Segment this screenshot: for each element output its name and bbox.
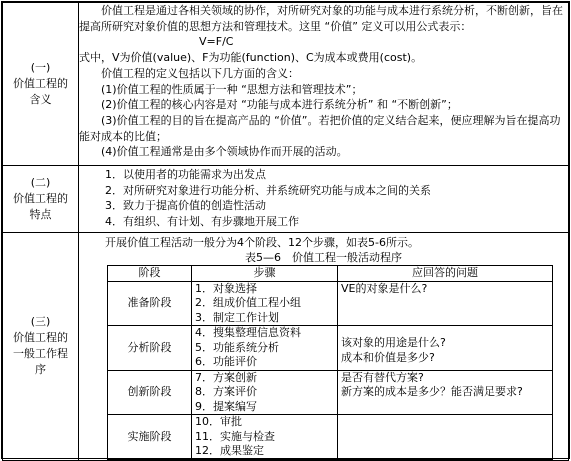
procedure-table-header (108, 266, 553, 282)
step-item: 10．审批 (195, 415, 242, 428)
table-row (108, 370, 553, 415)
questions-cell (338, 281, 553, 326)
meaning-item: (2)价值工程的核心内容是对 “功能与成本进行系统分析” 和 “不断创新”； (101, 98, 458, 112)
value-formula: V=F/C (199, 35, 234, 49)
steps-cell (192, 326, 338, 371)
section-features-label (3, 166, 79, 233)
section-procedure-content (79, 233, 569, 461)
step-item: 7．方案创新 (195, 370, 257, 384)
document-page (1, 1, 570, 459)
steps-cell (192, 415, 338, 460)
questions-cell (338, 370, 553, 415)
step-item: 1．对象选择 (195, 281, 257, 295)
meaning-intro: 价值工程的定义包括以下几方面的含义： (101, 66, 299, 80)
header-stage: 阶段 (108, 266, 192, 282)
questions-cell (338, 415, 553, 460)
section-title-line: 价值工程的 (13, 331, 68, 345)
value-engineering-table (2, 2, 569, 461)
section-meaning-content (79, 3, 569, 166)
feature-item: 2．对所研究对象进行功能分析、并系统研究功能与成本之间的关系 (105, 183, 431, 197)
procedure-intro: 开展价值工程活动一般分为4个阶段、12个步骤，如表5-6所示。 (105, 236, 419, 249)
step-item: 9．提案编写 (195, 399, 257, 413)
stage-cell: 准备阶段 (108, 281, 192, 326)
step-item: 12．成果鉴定 (195, 444, 264, 457)
section-number: (二) (30, 176, 51, 189)
section-title-line: 含义 (29, 93, 52, 106)
table-caption: 表5—6 价值工程一般活动程序 (245, 251, 402, 264)
question-item: 成本和价值是多少? (341, 350, 435, 364)
table-row (108, 326, 553, 371)
steps-cell (192, 281, 338, 326)
question-item: 新方案的成本是多少？能否满足要求? (341, 385, 523, 398)
section-title-line: 特点 (29, 208, 52, 221)
meaning-item: (1)价值工程的性质属于一种 “思想方法和管理技术”； (101, 82, 363, 96)
section-features-row (3, 166, 569, 233)
section-title-line: 价值工程的 (13, 192, 68, 205)
stage-cell: 分析阶段 (108, 326, 192, 371)
step-item: 8．方案评价 (195, 385, 257, 398)
section-title-line: 价值工程的 (13, 77, 68, 90)
stage-cell: 创新阶段 (108, 370, 192, 415)
stage-cell: 实施阶段 (108, 415, 192, 460)
section-meaning-row (3, 3, 569, 166)
step-item: 2．组成价值工程小组 (195, 296, 301, 309)
table-row (108, 415, 553, 460)
table-row (108, 281, 553, 326)
feature-item: 4．有组织、有计划、有步骤地开展工作 (105, 214, 299, 228)
step-item: 3．制定工作计划 (195, 310, 279, 324)
question-item: VE的对象是什么? (341, 281, 428, 295)
question-spacer (341, 326, 549, 336)
section-procedure-label (3, 233, 79, 461)
question-item: 是否有替代方案? (341, 370, 424, 384)
section-number: (一) (30, 61, 51, 74)
section-features-content (79, 166, 569, 233)
section-meaning-label (3, 3, 79, 166)
formula-explanation: 式中，V为价值(value)、F为功能(function)、C为成本或费用(cost)。 (79, 51, 423, 65)
section-title-line: 序 (35, 363, 46, 377)
procedure-table (107, 265, 553, 460)
meaning-item: (3)价值工程的目的旨在提高产品的 “价值”。若把价值的定义结合起来，便应理解为旨在提高功能对成本的比值； (79, 113, 561, 143)
section-title-line: 一般工作程 (13, 347, 68, 361)
feature-item: 1．以使用者的功能需求为出发点 (105, 168, 266, 181)
section-procedure-row (3, 233, 569, 461)
feature-item: 3．致力于提高价值的创造性活动 (105, 199, 266, 212)
step-item: 4．搜集整理信息资料 (195, 326, 301, 339)
step-item: 6．功能评价 (195, 355, 257, 368)
definition-paragraph: 价值工程是通过各相关领域的协作，对所研究对象的功能与成本进行系统分析，不断创新，旨在提高所研究对象价值的思想方法和管理技术。这里 “价值” 定义可以用公式表示： (79, 4, 563, 33)
step-item: 11．实施与检查 (195, 429, 275, 443)
header-steps: 步骤 (192, 266, 338, 282)
section-number: (三) (30, 315, 51, 329)
questions-cell (338, 326, 553, 371)
steps-cell (192, 370, 338, 415)
question-item: 该对象的用途是什么? (341, 336, 446, 349)
step-item: 5．功能系统分析 (195, 340, 279, 354)
header-questions: 应回答的问题 (338, 266, 553, 282)
meaning-item: (4)价值工程通常是由多个领域协作而开展的活动。 (101, 145, 348, 159)
